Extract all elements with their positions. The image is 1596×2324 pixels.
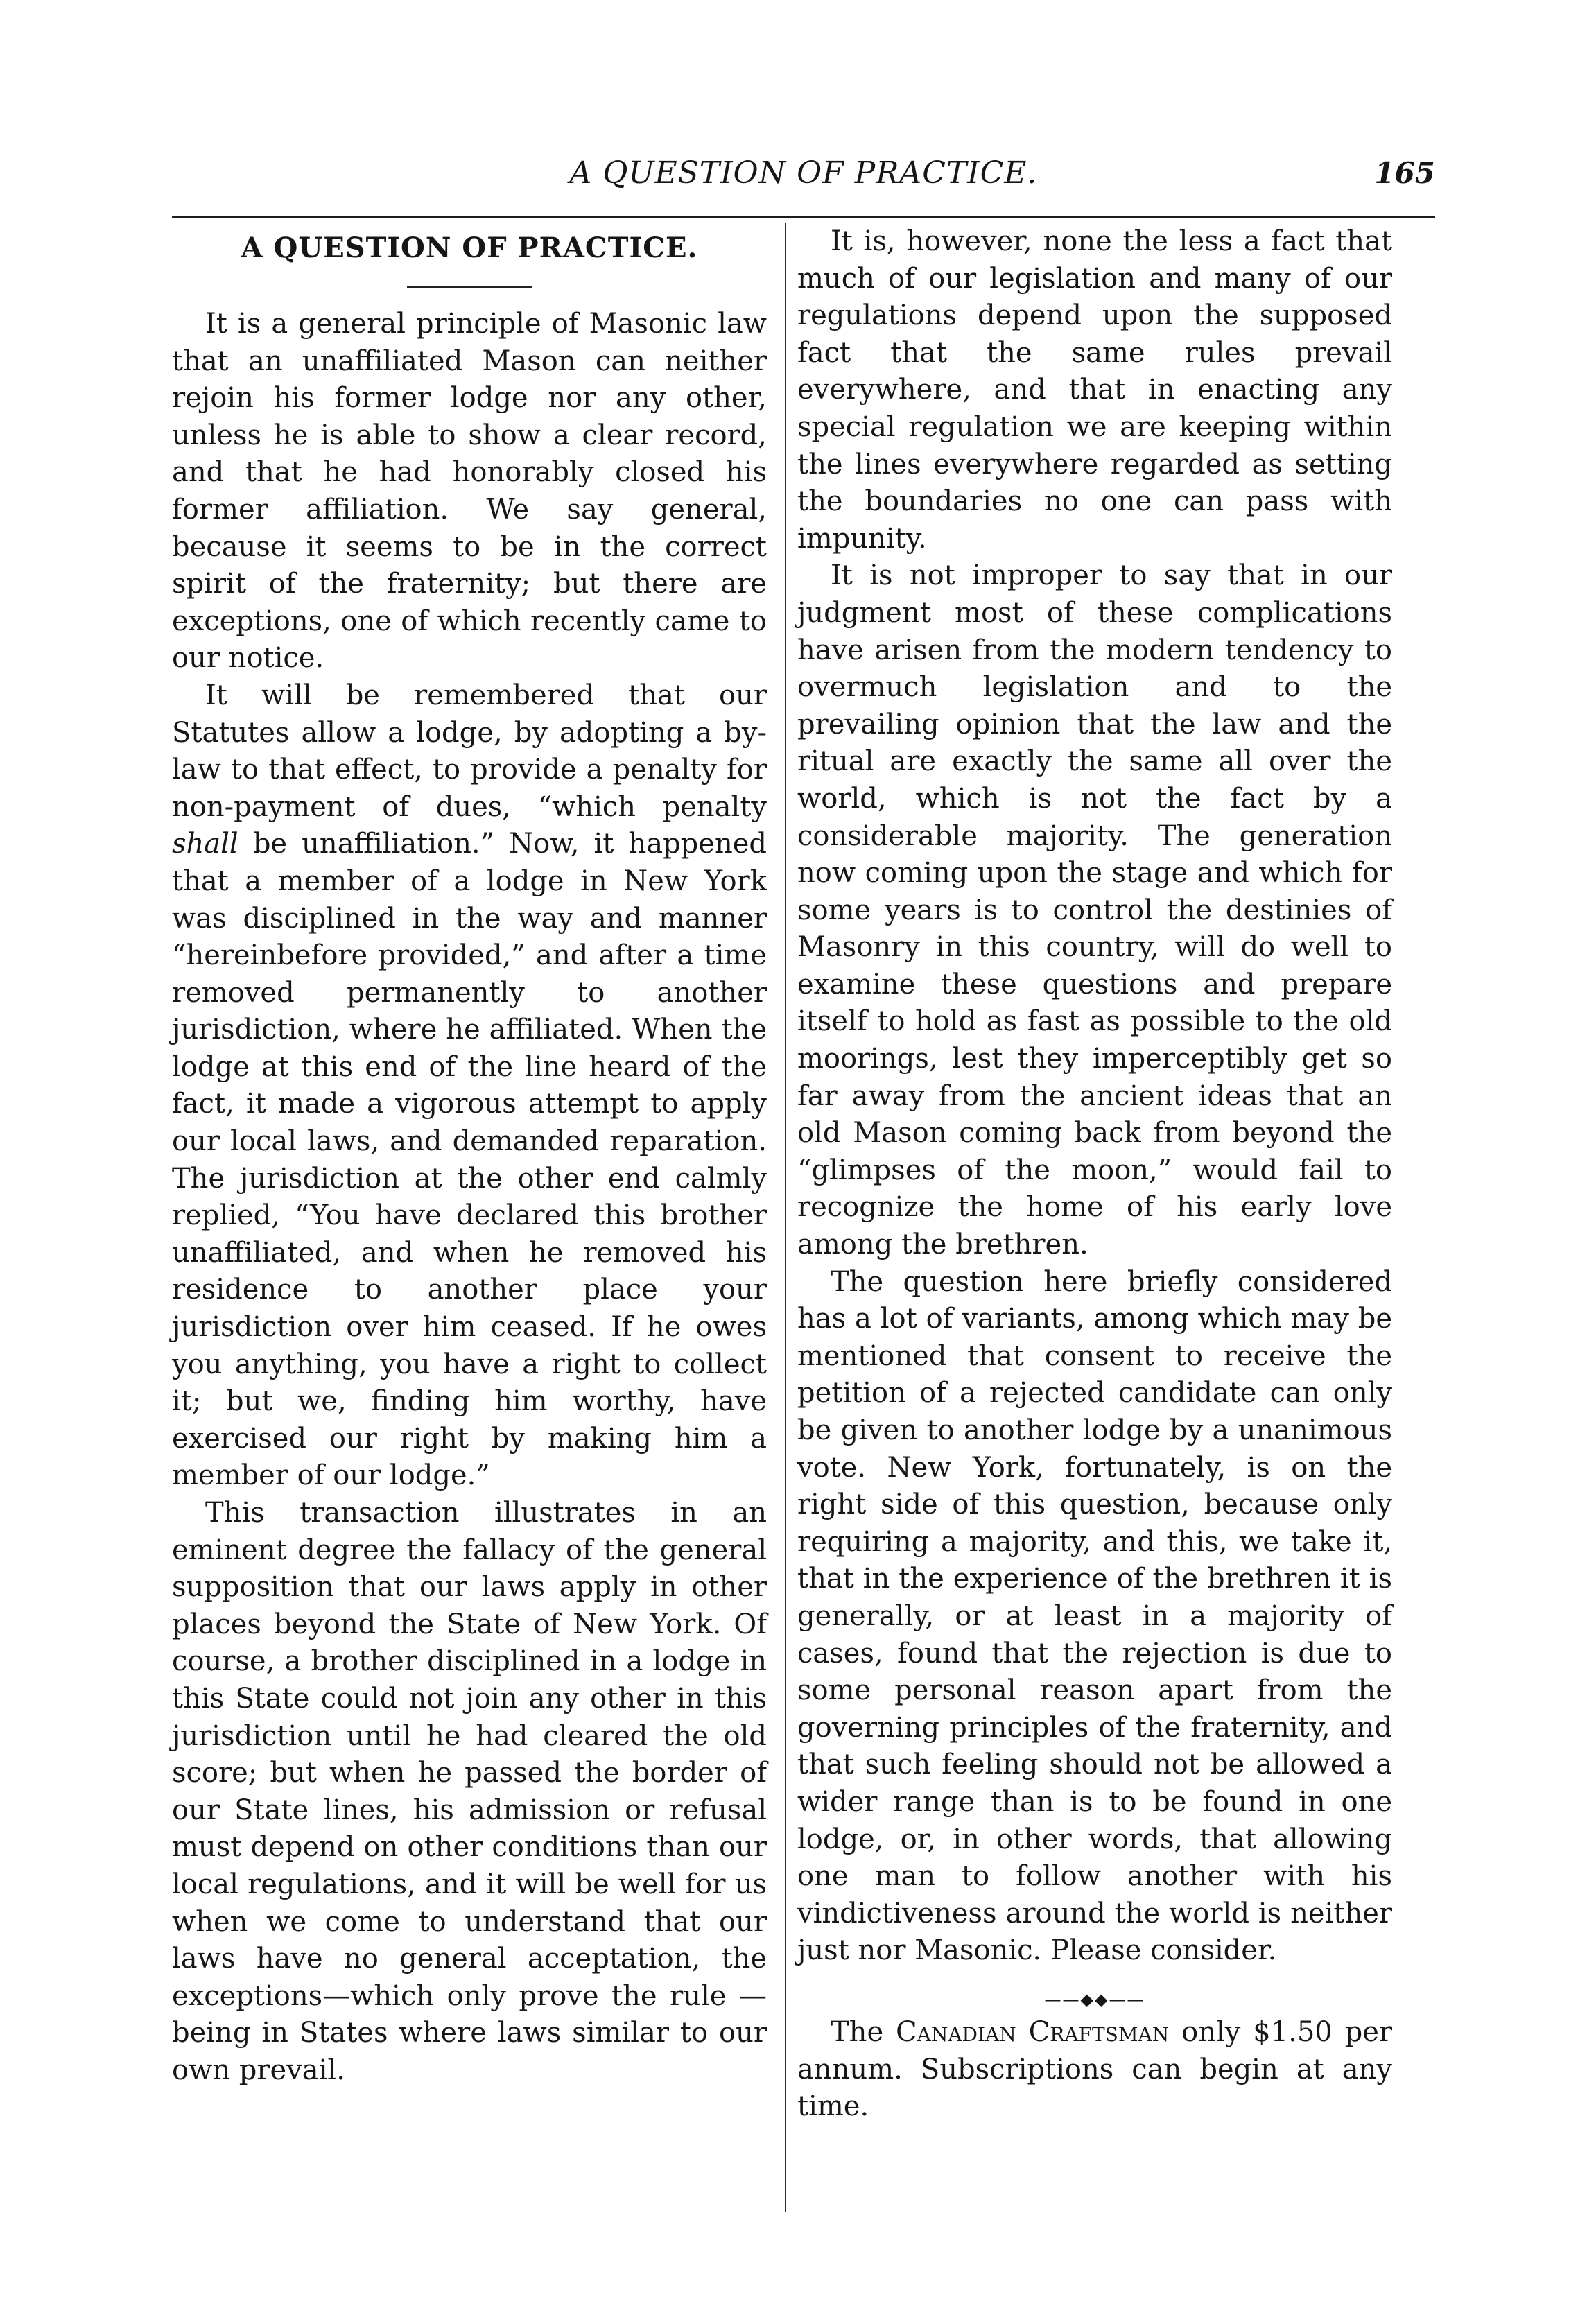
notice-text-a: The — [831, 2015, 896, 2048]
paragraph-2-italic: shall — [172, 828, 238, 860]
header-rule — [172, 216, 1435, 218]
paragraph-6: The question here briefly considered has a lot of variants, among which may be mentioned that consent to receive the petition of a rejected candidate can only be given to another lodge by a unanimous vote. New York, fortunately, is on the right side of this question, because only requiring a majority, and this, we take it, that in the experience of the brethren it is generally, or at least in a majority of cases, found that the rejection is due to some personal reason apart from the governing principles of the fraternity, and that such feeling should not be allowed a wider range than is to be found in one lodge, or, in other words, that allowing one man to follow another with his vindictiveness around the world is neither just nor Masonic. Please consider. — [797, 1265, 1392, 1967]
paragraph-2 — [172, 677, 767, 1495]
page-number: 165 — [1374, 156, 1435, 190]
paragraph-1: It is a general principle of Masonic law that an unaffiliated Mason can neither rejoin his former lodge nor any other, unless he is able to show a clear record, and that he had honorably closed his former affiliation. We say general, because it seems to be in the correct spirit of the fraternity; but there are exceptions, one of which recently came to our notice. — [172, 308, 767, 675]
title-rule — [407, 286, 532, 288]
paragraph-3: This transaction illustrates in an eminent degree the fallacy of the general supposition that our laws apply in other places beyond the State of New York. Of course, a brother disciplined in a lodge in this State could not join any other in this jurisdiction until he had cleared the old score; but when he passed the border of our State lines, his admission or refusal must depend on other conditions than our local regulations, and it will be well for us when we come to understand that our laws have no general acceptation, the exceptions—which only prove the rule —being in States where laws similar to our own prevail. — [172, 1497, 767, 2086]
notice-text-b: only $1.50 per annum. Subscriptions can begin at any time. — [797, 2015, 1393, 2123]
paragraph-2-text-b: be unaffiliation.” Now, it happened that a member of a lodge in New York was disciplined in the way and manner “hereinbefore provided,” and after a time removed permanently to another jurisdiction, where he affiliated. When the lodge at this end of the line heard of the fact, it made a vigorous attempt to apply our local laws, and demanded reparation. The jurisdiction at the other end calmly replied, “You have declared this brother unaffiliated, and when he removed his residence to another place your jurisdiction over him ceased. If he owes you anything, you have a right to collect it; but we, finding him worthy, have exercised our right by making him a member of our lodge.” — [172, 828, 767, 1492]
publication-name: Canadian Craftsman — [896, 2015, 1170, 2048]
page-header — [172, 144, 1435, 202]
column-divider — [785, 223, 786, 2212]
running-head: A QUESTION OF PRACTICE. — [569, 155, 1038, 191]
paragraph-4: It is, however, none the less a fact that much of our legislation and many of our regulations depend upon the supposed fact that the same rules prevail everywhere, and that in enacting any special regulation we are keeping within the lines everywhere regarded as setting the boundaries no one can pass with impunity. — [797, 225, 1392, 555]
subscription-notice — [797, 2014, 1392, 2126]
article-title: A QUESTION OF PRACTICE. — [241, 232, 698, 264]
paragraph-5: It is not improper to say that in our judgment most of these complications have arisen from the modern tendency to overmuch legislation and to the prevailing opinion that the law and the ritual are exactly the same all over the world, which is not the fact by a considerable majority. The generation now coming upon the stage and which for some years is to control the destinies of Masonry in this country, will do well to examine these questions and prepare itself to hold as fast as possible to the old moorings, lest they imperceptibly get so far away from the ancient ideas that an old Mason coming back from beyond the “glimpses of the moon,” would fail to recognize the home of his early love among the brethren. — [797, 560, 1392, 1261]
section-ornament: ——◆◆—— — [1044, 1989, 1145, 2009]
left-column — [172, 223, 767, 2090]
right-column — [797, 223, 1392, 2126]
paragraph-2-text-a: It will be remembered that our Statutes allow a lodge, by adopting a by-law to that effect, to provide a penalty for non-payment of dues, “which penalty — [172, 679, 767, 823]
